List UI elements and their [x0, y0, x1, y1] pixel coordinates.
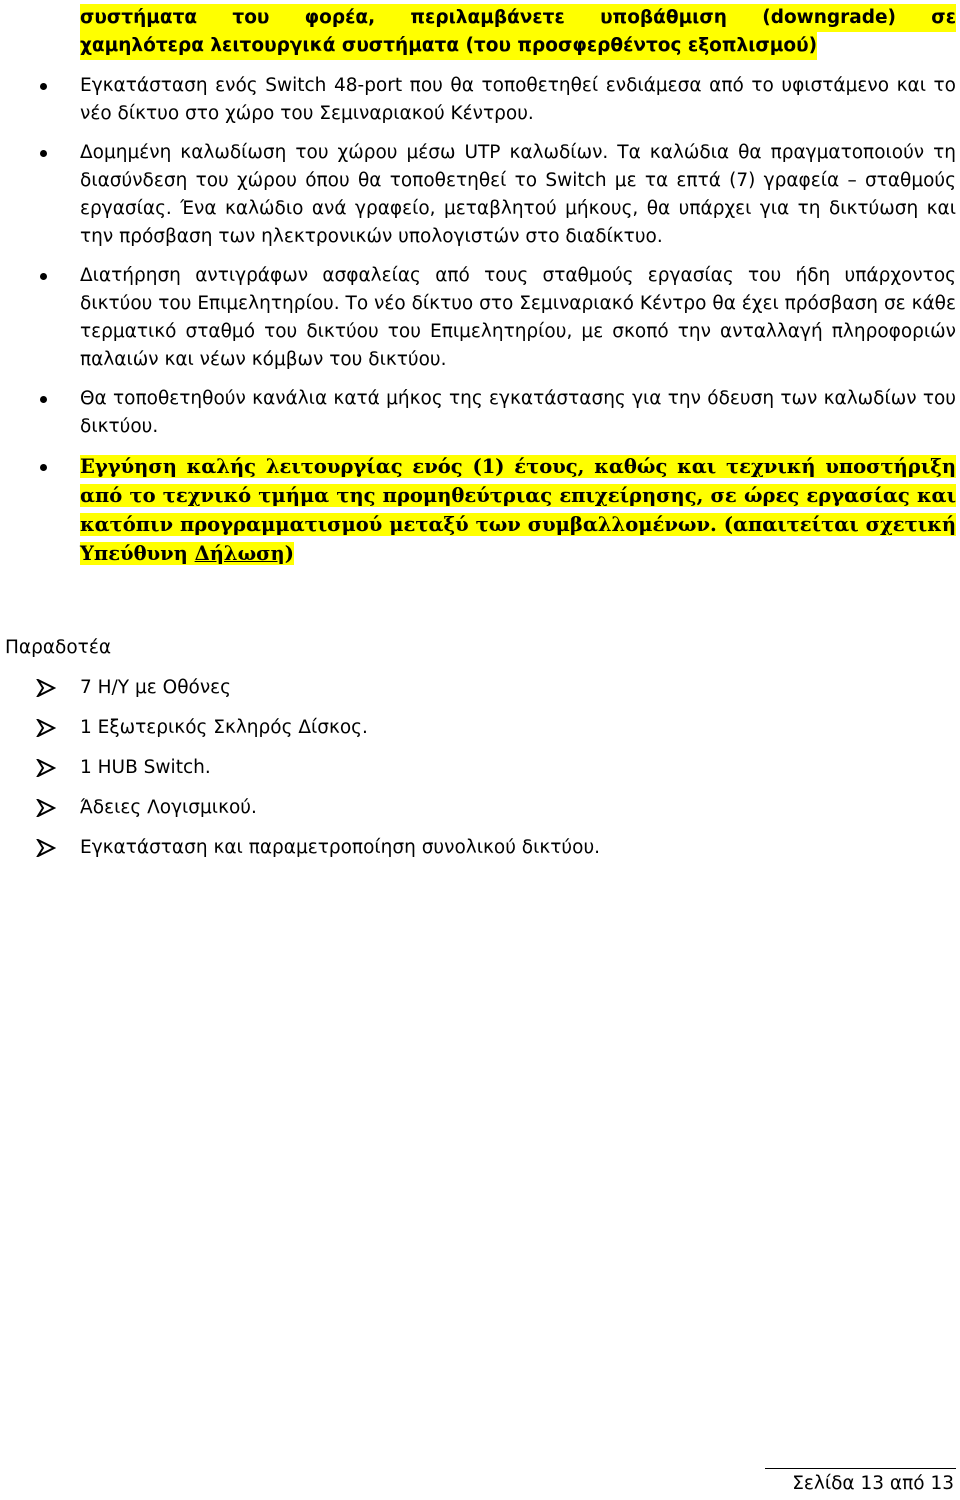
arrowhead-icon [36, 799, 56, 817]
requirements-bullet-list [0, 72, 960, 568]
list-item-text: Διατήρηση αντιγράφων ασφαλείας από τους σταθμούς εργασίας του ήδη υπάρχοντος δικτύου του Επιμελητηρίου. Το νέο δίκτυο στο Σεμιναριακό Κέντρο θα έχει πρόσβαση σε κάθε τερματικό σταθμό του δικτύου του Επιμελητηρίου, με σκοπό την ανταλλαγή πληροφοριών παλαιών και νέων κόμβων του δικτύου. [80, 265, 956, 370]
deliverable-item [0, 794, 960, 834]
arrowhead-icon [36, 759, 56, 777]
bullet-dot-icon [40, 273, 47, 280]
deliverable-item [0, 834, 960, 874]
bullet-dot-icon [40, 396, 47, 403]
deliverables-list [0, 674, 960, 874]
page-number-footer: Σελίδα 13 από 13 [792, 1473, 954, 1494]
list-item [0, 72, 960, 128]
highlighted-continuation-paragraph [80, 4, 956, 60]
arrowhead-icon [36, 679, 56, 697]
warranty-underlined-text: Δήλωση [194, 542, 285, 565]
arrowhead-icon [36, 839, 56, 857]
deliverables-heading: Παραδοτέα [5, 637, 112, 658]
bullet-dot-icon [40, 150, 47, 157]
list-item-text: Δομημένη καλωδίωση του χώρου μέσω UTP καλωδίων. Τα καλώδια θα πραγματοποιούν τη διασύνδεση του χώρου όπου θα τοποθετηθεί το Switch με τα επτά (7) γραφεία – σταθμούς εργασίας. Ένα καλώδιο ανά γραφείο, μεταβλητού μήκους, θα υπάρχει για τη δικτύωση και την πρόσβαση των ηλεκτρονικών υπολογιστών στο διαδίκτυο. [80, 142, 956, 247]
highlighted-line-2: χαμηλότερα λειτουργικά συστήματα (του προσφερθέντος εξοπλισμού) [80, 32, 817, 60]
list-item [0, 385, 960, 441]
deliverable-text: 1 Εξωτερικός Σκληρός Δίσκος. [80, 717, 368, 738]
deliverable-text: Εγκατάσταση και παραμετροποίηση συνολικού δικτύου. [80, 837, 601, 858]
deliverable-text: 7 Η/Υ με Οθόνες [80, 677, 232, 698]
deliverable-item [0, 754, 960, 794]
bullet-dot-icon [40, 464, 47, 471]
list-item-text: Εγκατάσταση ενός Switch 48-port που θα τοποθετηθεί ενδιάμεσα από το υφιστάμενο και το νέο δίκτυο στο χώρο του Σεμιναριακού Κέντρου. [80, 75, 956, 124]
list-item [0, 262, 960, 374]
highlighted-line-1: συστήματα του φορέα, περιλαμβάνετε υποβάθμιση (downgrade) σε [80, 4, 956, 32]
warranty-text: Εγγύηση καλής λειτουργίας ενός (1) έτους, καθώς και τεχνική υποστήριξη από το τεχνικό τμήμα της προμηθεύτριας επιχείρησης, σε ώρες εργασίας και κατόπιν προγραμματισμού μεταξύ των συμβαλλομένων. (απαιτείται σχετική Υπεύθυνη [80, 455, 956, 565]
warranty-list-item [0, 452, 960, 568]
arrowhead-icon [36, 719, 56, 737]
list-item [0, 139, 960, 251]
footer-divider [765, 1468, 956, 1469]
bullet-dot-icon [40, 83, 47, 90]
warranty-closing-text: ) [284, 542, 294, 565]
deliverable-item [0, 674, 960, 714]
deliverable-text: 1 HUB Switch. [80, 757, 211, 778]
list-item-text: Θα τοποθετηθούν κανάλια κατά μήκος της εγκατάστασης για την όδευση των καλωδίων του δικτύου. [80, 388, 956, 437]
deliverable-text: Άδειες Λογισμικού. [80, 797, 257, 818]
deliverable-item [0, 714, 960, 754]
